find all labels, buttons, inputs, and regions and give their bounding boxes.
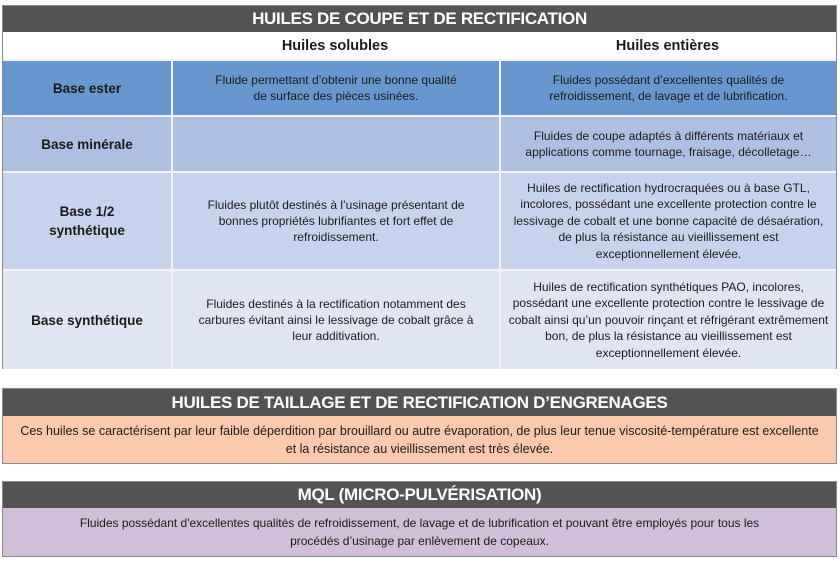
cell-soluble: Fluides destinés à la rectification notamment des carbures évitant ainsi le lessivage de cobalt grâce à leur additivation. [171, 271, 499, 369]
cell-soluble: Fluides plutôt destinés à l’usinage présentant de bonnes propriétés lubrifiantes et fort effet de refroidissement. [171, 173, 499, 269]
section-title-cutting-grinding: HUILES DE COUPE ET DE RECTIFICATION [3, 6, 836, 32]
table-row-base-synthetique [3, 269, 836, 369]
cell-neat: Fluides de coupe adaptés à différents matériaux et applications comme tournage, fraisage, décolletage… [499, 117, 836, 171]
cell-neat: Huiles de rectification synthétiques PAO, incolores, possédant une excellente protection contre le lessivage de cobalt ainsi qu’un pouvoir rinçant et réfrigérant extrêmement bon, de plus la résistance au vieillissement est exceptionnellement élevée. [499, 271, 836, 369]
column-header-neat-oils: Huiles entières [615, 37, 720, 54]
row-label: Base 1/2 synthétique [49, 204, 125, 238]
mql-description: Fluides possédant d'excellentes qualités de refroidissement, de lavage et de lubrification et pouvant être employés pour tous les procédés d’usinage par enlèvement de copeaux. [3, 508, 836, 556]
row-label: Base ester [52, 80, 122, 96]
cell-neat: Fluides possédant d’excellentes qualités de refroidissement, de lavage et de lubrification. [499, 61, 836, 115]
table-row-base-semi-synthetique [3, 171, 836, 269]
column-header-soluble-oils: Huiles solubles [281, 37, 389, 54]
column-header-row [3, 32, 836, 59]
cell-soluble: Fluide permettant d’obtenir une bonne qualité de surface des pièces usinées. [171, 61, 499, 115]
cell-neat: Huiles de rectification hydrocraquées ou à base GTL, incolores, possédant une excellente protection contre le lessivage de cobalt et une bonne capacité de désaération, de plus la résistance au vieillissement est exceptionnellement élevée. [499, 173, 836, 269]
gear-oils-description: Ces huiles se caractérisent par leur faible déperdition par brouillard ou autre évaporation, de plus leur tenue viscosité-température est excellente et la résistance au vieillissement est très élevée. [3, 416, 836, 463]
row-label: Base synthétique [31, 312, 143, 328]
cell-soluble [171, 117, 499, 171]
section-title-mql: MQL (MICRO-PULVÉRISATION) [3, 482, 836, 508]
cutting-grinding-oils-table [2, 5, 837, 369]
section-title-gear-oils: HUILES DE TAILLAGE ET DE RECTIFICATION D’ENGRENAGES [3, 389, 836, 416]
mql-section [2, 481, 837, 557]
table-row-base-minerale [3, 115, 836, 171]
gear-cutting-oils-section [2, 388, 837, 464]
column-header-empty [3, 32, 171, 59]
table-row-base-ester [3, 59, 836, 115]
row-label: Base minérale [41, 136, 133, 152]
